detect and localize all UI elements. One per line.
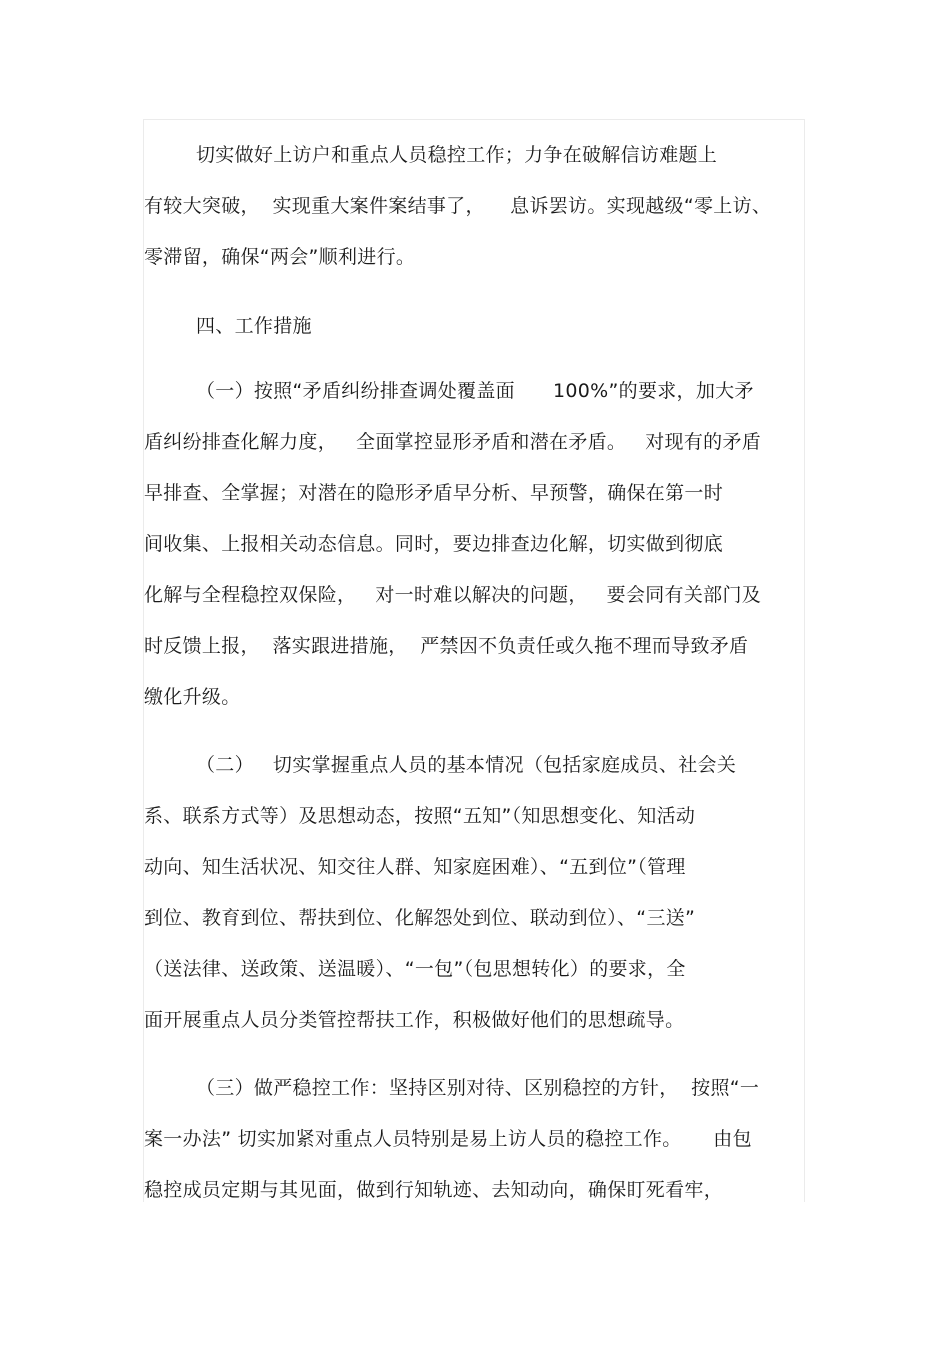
paragraph-3-line-5: 化解与全程稳控双保险， 对一时难以解决的问题， 要会同有关部门及 xyxy=(144,584,762,606)
document-page xyxy=(143,119,805,1202)
paragraph-5-line-2: 案一办法” 切实加紧对重点人员特别是易上访人员的稳控工作。 由包 xyxy=(144,1128,752,1150)
paragraph-3-line-3: 早排查、全掌握；对潜在的隐形矛盾早分析、早预警，确保在第一时 xyxy=(144,482,724,504)
paragraph-1-line-1: 切实做好上访户和重点人员稳控工作；力争在破解信访难题上 xyxy=(196,144,718,166)
paragraph-3-line-1: （一）按照“矛盾纠纷排查调处覆盖面 100%”的要求，加大矛 xyxy=(196,380,754,402)
paragraph-1-line-3: 零滞留，确保“两会”顺利进行。 xyxy=(144,246,416,268)
paragraph-4-line-1: （二） 切实掌握重点人员的基本情况（包括家庭成员、社会关 xyxy=(196,754,737,776)
paragraph-5-line-1: （三）做严稳控工作：坚持区别对待、区别稳控的方针， 按照“一 xyxy=(196,1077,760,1099)
paragraph-1-line-2: 有较大突破， 实现重大案件案结事了， 息诉罢访。实现越级“零上访、 xyxy=(144,195,772,217)
paragraph-3-line-4: 间收集、上报相关动态信息。同时，要边排查边化解，切实做到彻底 xyxy=(144,533,724,555)
paragraph-4-line-5: （送法律、送政策、送温暖）、“一包”（包思想转化）的要求，全 xyxy=(144,958,686,980)
section-heading: 四、工作措施 xyxy=(196,315,312,337)
paragraph-4-line-6: 面开展重点人员分类管控帮扶工作，积极做好他们的思想疏导。 xyxy=(144,1009,685,1031)
paragraph-4-line-3: 动向、知生活状况、知交往人群、知家庭困难）、“五到位”（管理 xyxy=(144,856,686,878)
paragraph-4-line-4: 到位、教育到位、帮扶到位、化解怨处到位、联动到位）、“三送” xyxy=(144,907,696,929)
paragraph-4-line-2: 系、联系方式等）及思想动态，按照“五知”（知思想变化、知活动 xyxy=(144,805,696,827)
paragraph-3-line-7: 缴化升级。 xyxy=(144,686,241,708)
paragraph-5-line-3: 稳控成员定期与其见面，做到行知轨迹、去知动向，确保盯死看牢， xyxy=(144,1179,724,1201)
paragraph-3-line-6: 时反馈上报， 落实跟进措施， 严禁因不负责任或久拖不理而导致矛盾 xyxy=(144,635,749,657)
paragraph-3-line-2: 盾纠纷排查化解力度， 全面掌控显形矛盾和潜在矛盾。 对现有的矛盾 xyxy=(144,431,762,453)
